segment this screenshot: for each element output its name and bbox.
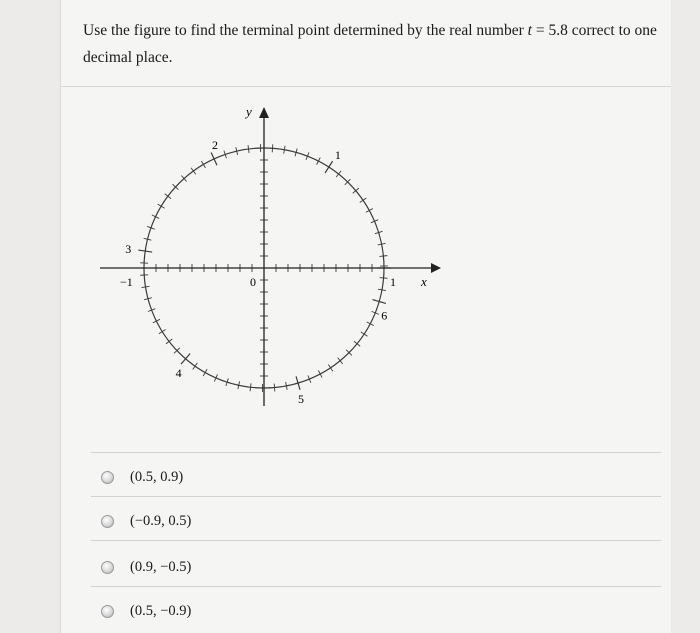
x-axis-arrow [431, 263, 441, 273]
choice-4-label: (0.5, −0.9) [130, 602, 192, 619]
y-axis-arrow [259, 107, 269, 118]
question-text [83, 17, 663, 71]
choice-3-radio[interactable] [101, 561, 114, 574]
choice-divider [91, 452, 661, 453]
choice-4-radio[interactable] [101, 605, 114, 618]
question-equation: = 5.8 correct to one decimal place. [83, 22, 657, 66]
question-text-before: Use the figure to find the terminal point determined by the real number [83, 22, 528, 39]
question-panel [60, 0, 671, 633]
origin-label: 0 [250, 275, 256, 289]
x-neg-one-label: −1 [120, 275, 133, 289]
question-divider [61, 86, 671, 87]
choice-2-label: (−0.9, 0.5) [130, 512, 192, 529]
choice-4[interactable] [101, 596, 661, 626]
choice-1-radio[interactable] [101, 471, 114, 484]
x-axis-label: x [421, 274, 427, 289]
arc-label-4: 4 [175, 365, 182, 380]
y-axis-label: y [246, 104, 252, 119]
arc-label-6: 6 [381, 308, 388, 323]
choice-2-radio[interactable] [101, 515, 114, 528]
choice-1[interactable] [101, 462, 661, 492]
unit-circle-figure [96, 98, 456, 418]
choice-3-label: (0.9, −0.5) [130, 558, 192, 575]
choice-3[interactable] [101, 552, 661, 582]
choice-1-label: (0.5, 0.9) [130, 468, 184, 485]
x-one-label: 1 [390, 275, 396, 289]
question-variable: t [527, 22, 532, 39]
choice-divider [91, 540, 661, 541]
arc-label-2: 2 [212, 137, 219, 152]
choice-2[interactable] [101, 506, 661, 536]
arc-label-3: 3 [125, 242, 132, 257]
choice-divider [91, 496, 661, 497]
arc-label-1: 1 [334, 148, 341, 163]
choice-divider [91, 586, 661, 587]
arc-label-5: 5 [298, 392, 305, 407]
